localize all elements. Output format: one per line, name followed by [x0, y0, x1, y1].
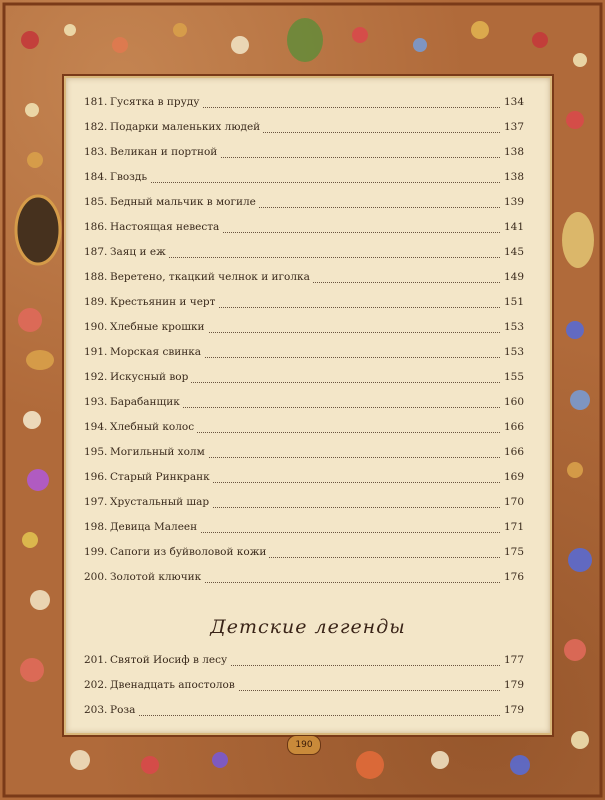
toc-num: 195.: [84, 446, 108, 458]
toc-title: Бедный мальчик в могиле: [110, 196, 256, 208]
toc-num: 182.: [84, 121, 108, 133]
page-number: 190: [287, 735, 321, 755]
toc-title: Хрустальный шар: [110, 496, 210, 508]
toc-num: 187.: [84, 246, 108, 258]
toc-num: 193.: [84, 396, 108, 408]
toc-title: Крестьянин и черт: [110, 296, 216, 308]
toc-title: Морская свинка: [110, 346, 202, 358]
toc-row[interactable]: [84, 290, 524, 315]
toc-title: Роза: [110, 704, 136, 716]
toc-page: 170: [502, 490, 524, 515]
toc-row[interactable]: [84, 215, 524, 240]
toc-row[interactable]: [84, 190, 524, 215]
toc-row[interactable]: [84, 648, 524, 673]
toc-page: 139: [502, 190, 524, 215]
toc-page: 138: [502, 165, 524, 190]
toc-num: 191.: [84, 346, 108, 358]
toc-row[interactable]: [84, 490, 524, 515]
toc-page: 145: [502, 240, 524, 265]
toc-page: 175: [502, 540, 524, 565]
toc-num: 188.: [84, 271, 108, 283]
toc-page: 141: [502, 215, 524, 240]
toc-row[interactable]: [84, 540, 524, 565]
toc-page: 169: [502, 465, 524, 490]
toc-num: 199.: [84, 546, 108, 558]
toc-num: 203.: [84, 704, 108, 716]
toc-row[interactable]: [84, 165, 524, 190]
toc-num: 186.: [84, 221, 108, 233]
toc-title: Гвоздь: [110, 171, 148, 183]
toc-num: 197.: [84, 496, 108, 508]
toc-row[interactable]: [84, 390, 524, 415]
toc-title: Подарки маленьких людей: [110, 121, 261, 133]
toc-row[interactable]: [84, 415, 524, 440]
toc-title: Девица Малеен: [110, 521, 198, 533]
toc-num: 181.: [84, 96, 108, 108]
toc-num: 201.: [84, 654, 108, 666]
toc-page: 171: [502, 515, 524, 540]
toc-num: 196.: [84, 471, 108, 483]
toc-row[interactable]: [84, 465, 524, 490]
toc-row[interactable]: [84, 315, 524, 340]
toc-title: Настоящая невеста: [110, 221, 220, 233]
toc-title: Гусятка в пруду: [110, 96, 200, 108]
toc-page: 149: [502, 265, 524, 290]
toc-num: 189.: [84, 296, 108, 308]
toc-page: 137: [502, 115, 524, 140]
toc-num: 202.: [84, 679, 108, 691]
toc-page: 179: [502, 673, 524, 698]
toc-page: 153: [502, 340, 524, 365]
toc-page: 153: [502, 315, 524, 340]
toc-title: Сапоги из буйволовой кожи: [110, 546, 267, 558]
toc-row[interactable]: [84, 698, 524, 723]
table-of-contents-legends: [84, 648, 524, 723]
content-panel: [66, 78, 550, 733]
toc-title: Старый Ринкранк: [110, 471, 210, 483]
toc-page: 166: [502, 440, 524, 465]
toc-page: 151: [502, 290, 524, 315]
toc-num: 194.: [84, 421, 108, 433]
toc-row[interactable]: [84, 565, 524, 590]
toc-title: Веретено, ткацкий челнок и иголка: [110, 271, 310, 283]
toc-page: 138: [502, 140, 524, 165]
toc-page: 179: [502, 698, 524, 723]
toc-row[interactable]: [84, 265, 524, 290]
toc-page: 134: [502, 90, 524, 115]
toc-title: Великан и портной: [110, 146, 218, 158]
toc-row[interactable]: [84, 115, 524, 140]
toc-row[interactable]: [84, 140, 524, 165]
toc-num: 184.: [84, 171, 108, 183]
toc-title: Святой Иосиф в лесу: [110, 654, 228, 666]
toc-num: 183.: [84, 146, 108, 158]
toc-num: 198.: [84, 521, 108, 533]
toc-page: 155: [502, 365, 524, 390]
toc-num: 200.: [84, 571, 108, 583]
toc-row[interactable]: [84, 673, 524, 698]
toc-page: 166: [502, 415, 524, 440]
toc-title: Хлебный колос: [110, 421, 195, 433]
toc-row[interactable]: [84, 90, 524, 115]
toc-title: Барабанщик: [110, 396, 180, 408]
toc-page: 177: [502, 648, 524, 673]
toc-title: Хлебные крошки: [110, 321, 205, 333]
toc-row[interactable]: [84, 515, 524, 540]
toc-row[interactable]: [84, 240, 524, 265]
toc-page: 160: [502, 390, 524, 415]
toc-page: 176: [502, 565, 524, 590]
toc-num: 192.: [84, 371, 108, 383]
toc-title: Заяц и еж: [110, 246, 166, 258]
toc-row[interactable]: [84, 340, 524, 365]
toc-row[interactable]: [84, 440, 524, 465]
toc-title: Двенадцать апостолов: [110, 679, 235, 691]
toc-title: Могильный холм: [110, 446, 205, 458]
toc-title: Золотой ключик: [110, 571, 202, 583]
table-of-contents: [84, 90, 524, 590]
toc-title: Искусный вор: [110, 371, 189, 383]
toc-num: 190.: [84, 321, 108, 333]
toc-num: 185.: [84, 196, 108, 208]
section-heading: Детские легенды: [210, 616, 406, 638]
toc-row[interactable]: [84, 365, 524, 390]
